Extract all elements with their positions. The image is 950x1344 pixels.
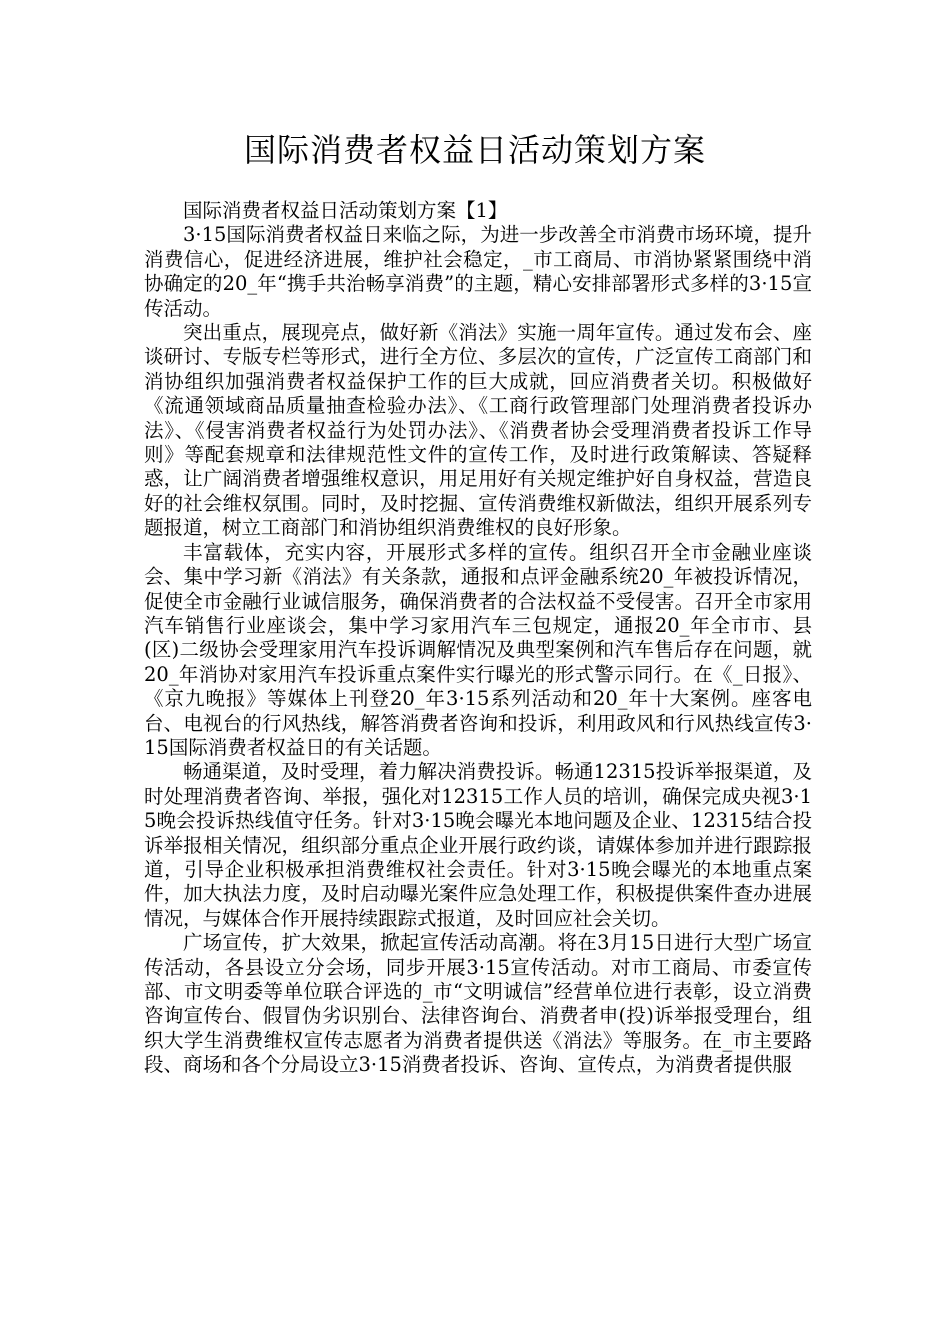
- section-heading: 国际消费者权益日活动策划方案【1】: [183, 199, 508, 222]
- document-title: 国际消费者权益日活动策划方案: [243, 131, 706, 169]
- paragraph-square-promotion: 广场宣传，扩大效果，掀起宣传活动高潮。将在3月15日进行大型广场宣传活动，各县设立分会场，同步开展3·15宣传活动。对市工商局、市委宣传部、市文明委等单位联合评选的_市“文明诚信”经营单位进行表彰，设立消费咨询宣传台、假冒伪劣识别台、法律咨询台、消费者申(投)诉举报受理台，组织大学生消费维权宣传志愿者为消费者提供送《消法》等服务。在_市主要路段、商场和各个分局设立3·15消费者投诉、咨询、宣传点，为消费者提供服: [144, 931, 812, 1077]
- paragraph-highlights: 突出重点，展现亮点，做好新《消法》实施一周年宣传。通过发布会、座谈研讨、专版专栏等形式，进行全方位、多层次的宣传，广泛宣传工商部门和消协组织加强消费者权益保护工作的巨大成就，回应消费者关切。积极做好《流通领域商品质量抽查检验办法》、《工商行政管理部门处理消费者投诉办法》、《侵害消费者权益行为处罚办法》、《消费者协会受理消费者投诉工作导则》等配套规章和法律规范性文件的宣传工作，及时进行政策解读、答疑释惑，让广阔消费者增强维权意识，用足用好有关规定维护好自身权益，营造良好的社会维权氛围。同时，及时挖掘、宣传消费维权新做法，组织开展系列专题报道，树立工商部门和消协组织消费维权的良好形象。: [144, 321, 812, 540]
- paragraph-channels: 畅通渠道，及时受理，着力解决消费投诉。畅通12315投诉举报渠道，及时处理消费者咨询、举报，强化对12315工作人员的培训，确保完成央视3·15晚会投诉热线值守任务。针对3·15晚会曝光本地问题及企业、12315结合投诉举报相关情况，组织部分重点企业开展行政约谈，请媒体参加并进行跟踪报道，引导企业积极承担消费维权社会责任。针对3·15晚会曝光的本地重点案件，加大执法力度，及时启动曝光案件应急处理工作，积极提供案件查办进展情况，与媒体合作开展持续跟踪式报道，及时回应社会关切。: [144, 760, 812, 930]
- document-body: [144, 199, 812, 1078]
- paragraph-intro: 3·15国际消费者权益日来临之际，为进一步改善全市消费市场环境，提升消费信心，促进经济进展，维护社会稳定，_市工商局、市消协紧紧围绕中消协确定的20_年“携手共治畅享消费”的主题，精心安排部署形式多样的3·15宣传活动。: [144, 223, 812, 320]
- paragraph-carriers: 丰富载体，充实内容，开展形式多样的宣传。组织召开全市金融业座谈会、集中学习新《消法》有关条款，通报和点评金融系统20_年被投诉情况，促使全市金融行业诚信服务，确保消费者的合法权益不受侵害。召开全市家用汽车销售行业座谈会，集中学习家用汽车三包规定，通报20_年全市市、县(区)二级协会受理家用汽车投诉调解情况及典型案例和汽车售后存在问题，就20_年消协对家用汽车投诉重点案件实行曝光的形式警示同行。在《_日报》、《京九晚报》等媒体上刊登20_年3·15系列活动和20_年十大案例。座客电台、电视台的行风热线，解答消费者咨询和投诉，利用政风和行风热线宣传3·15国际消费者权益日的有关话题。: [144, 540, 812, 759]
